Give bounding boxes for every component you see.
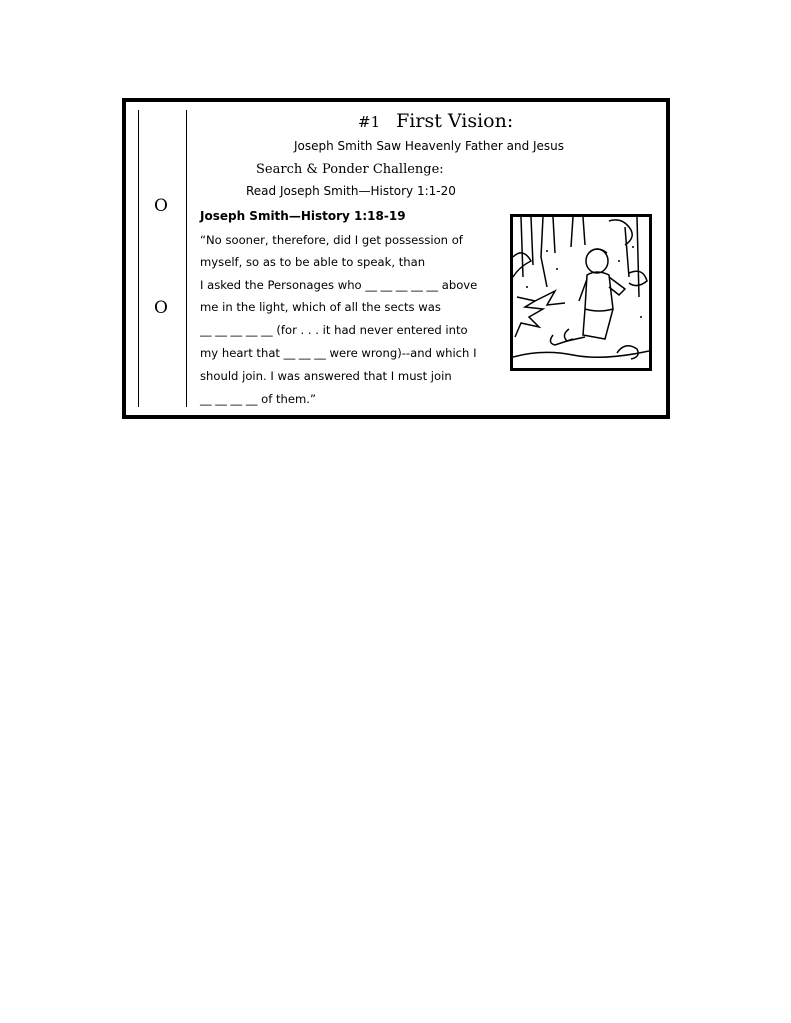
card-title-text: First Vision: — [396, 110, 514, 132]
card-number: #1 — [358, 113, 381, 131]
quote-line: myself, so as to be able to speak, than — [200, 255, 426, 269]
card-title — [358, 110, 513, 132]
quote-line: should join. I was answered that I must join — [200, 369, 452, 383]
margin-line-right — [186, 110, 187, 407]
praying-boy-in-grove-illustration — [510, 214, 652, 371]
scripture-reference: Joseph Smith—History 1:18-19 — [200, 209, 406, 223]
scripture-card — [122, 98, 670, 419]
quote-line: __ __ __ __ of them.” — [200, 392, 316, 406]
quote-line: __ __ __ __ __ (for . . . it had never entered into — [200, 323, 468, 337]
punch-hole-top: O — [154, 196, 168, 216]
reading-assignment: Read Joseph Smith—History 1:1-20 — [246, 184, 456, 198]
grove-drawing — [513, 217, 649, 368]
quote-line: “No sooner, therefore, did I get possession of — [200, 233, 463, 247]
quote-line: my heart that __ __ __ were wrong)--and which I — [200, 346, 477, 360]
quote-line: me in the light, which of all the sects was — [200, 300, 441, 314]
challenge-heading: Search & Ponder Challenge: — [256, 162, 444, 177]
punch-hole-bottom: O — [154, 298, 168, 318]
quote-line: I asked the Personages who __ __ __ __ __ above — [200, 278, 478, 292]
margin-line-left — [138, 110, 139, 407]
card-subtitle: Joseph Smith Saw Heavenly Father and Jesus — [294, 139, 565, 153]
